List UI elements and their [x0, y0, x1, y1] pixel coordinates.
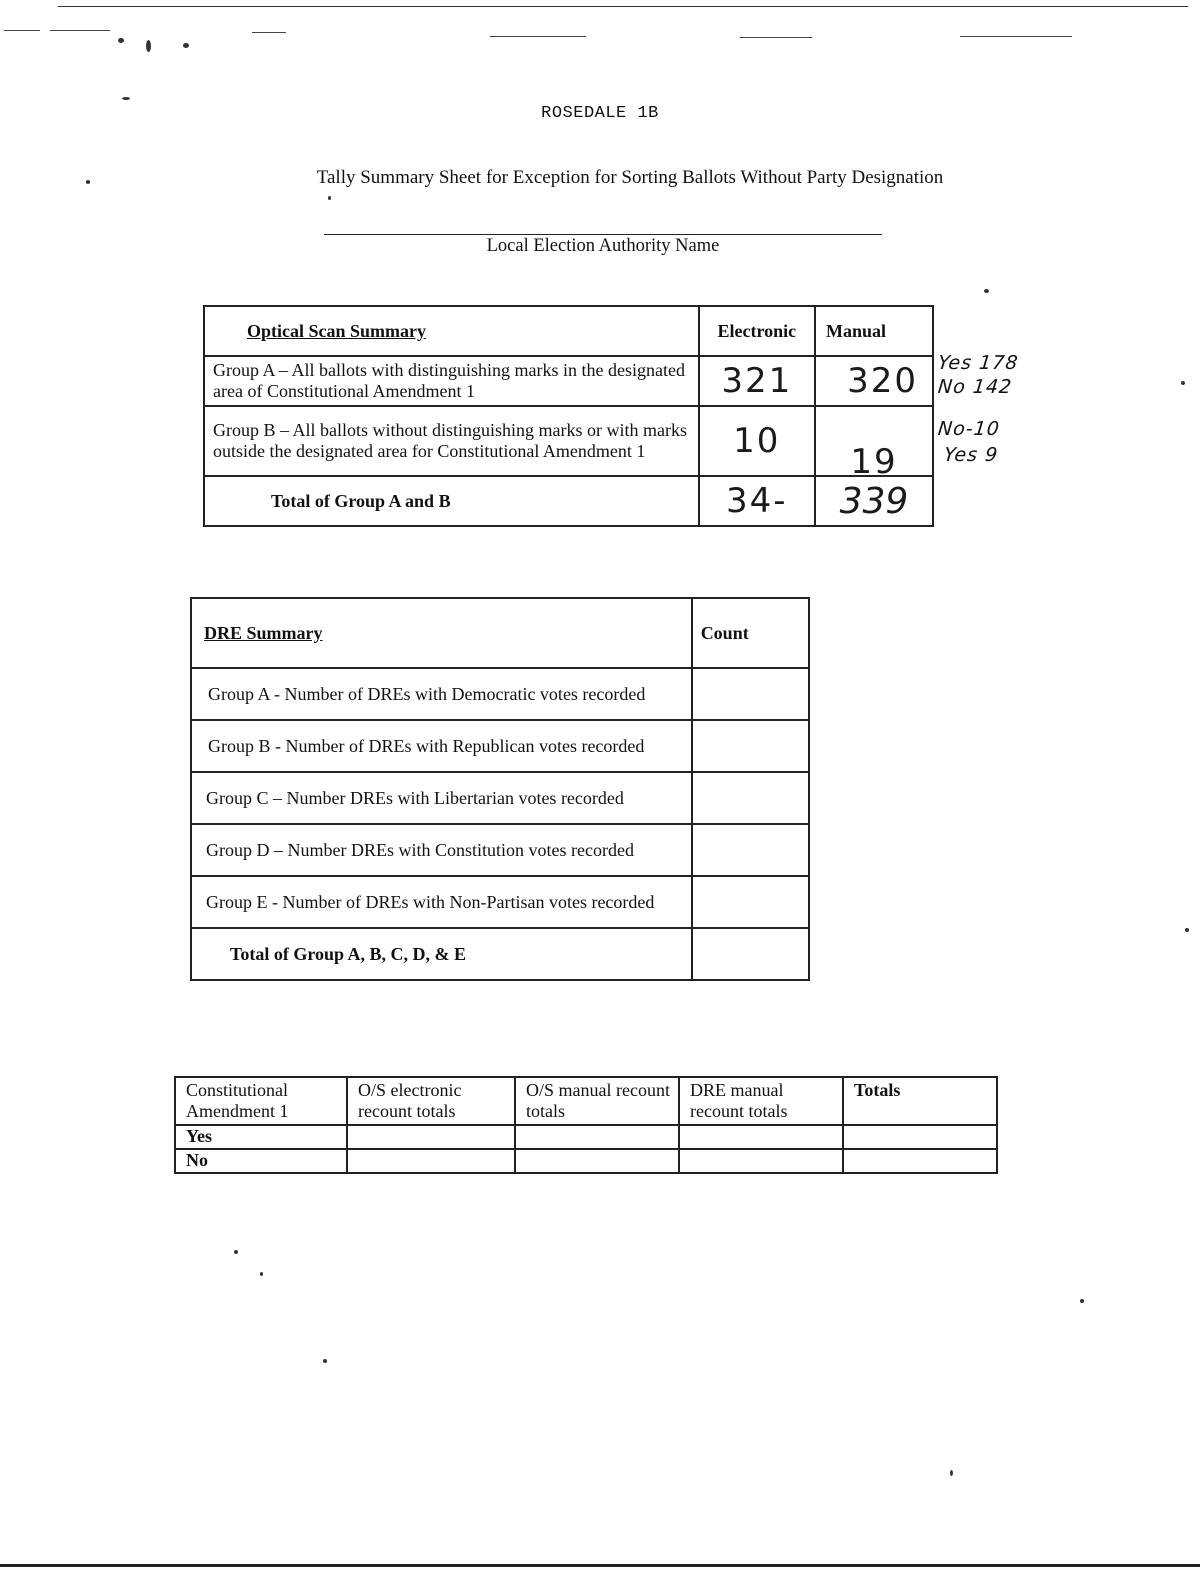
no-row-label: No — [175, 1149, 347, 1173]
no-dre-manual-cell — [679, 1149, 843, 1173]
yes-os-manual-cell — [515, 1125, 679, 1149]
table-row — [191, 772, 809, 824]
no-os-electronic-cell — [347, 1149, 515, 1173]
scan-artifact — [1080, 1299, 1084, 1303]
dre-group-e-label: Group E - Number of DREs with Non-Partisan votes recorded — [191, 876, 692, 928]
table-row — [191, 928, 809, 980]
yes-dre-manual-cell — [679, 1125, 843, 1149]
group-b-electronic-value: 10 — [699, 406, 815, 476]
margin-note-group-a-yes: Yes 178 — [936, 352, 1020, 374]
scan-artifact — [960, 36, 1072, 37]
optical-scan-heading — [204, 306, 699, 356]
dre-manual-column-header: DRE manual recount totals — [679, 1077, 843, 1125]
no-os-manual-cell — [515, 1149, 679, 1173]
authority-name-label: Local Election Authority Name — [486, 236, 720, 256]
scan-top-rule — [58, 6, 1188, 7]
scan-artifact — [1185, 928, 1189, 932]
dre-summary-heading-text: DRE Summary — [204, 622, 323, 643]
total-electronic-value: 34- — [699, 476, 815, 526]
table-header-row — [204, 306, 933, 356]
sheet-subtitle: Tally Summary Sheet for Exception for Sorting Ballots Without Party Designation — [316, 167, 944, 188]
authority-name-line — [324, 234, 882, 235]
scan-artifact — [146, 40, 151, 52]
dre-summary-table — [190, 597, 810, 981]
dre-group-b-count — [692, 720, 809, 772]
table-row — [175, 1125, 997, 1149]
precinct-title: ROSEDALE 1B — [541, 104, 659, 123]
optical-scan-summary-table — [203, 305, 934, 527]
margin-note-group-b-yes: Yes 9 — [942, 444, 1000, 466]
scan-artifact — [490, 36, 586, 37]
dre-group-c-label: Group C – Number DREs with Libertarian votes recorded — [191, 772, 692, 824]
margin-note-group-a-no: No 142 — [936, 376, 1014, 398]
count-column-header: Count — [692, 598, 809, 668]
scan-artifact — [234, 1250, 238, 1254]
scan-artifact — [4, 30, 40, 31]
scan-artifact — [260, 1272, 263, 1276]
scan-artifact — [50, 30, 110, 31]
yes-os-electronic-cell — [347, 1125, 515, 1149]
dre-group-b-label: Group B - Number of DREs with Republican votes recorded — [191, 720, 692, 772]
scan-artifact — [328, 196, 331, 200]
total-manual-value: 339 — [815, 476, 933, 526]
dre-group-e-count — [692, 876, 809, 928]
scan-artifact — [122, 97, 130, 100]
margin-note-group-b-no: No-10 — [936, 418, 1002, 440]
table-row — [191, 720, 809, 772]
group-a-label: Group A – All ballots with distinguishing marks in the designated area of Constitutional Amendment 1 — [204, 356, 699, 406]
scan-artifact — [1181, 381, 1185, 385]
scan-artifact — [740, 37, 812, 38]
table-row — [191, 668, 809, 720]
scan-artifact — [323, 1359, 327, 1363]
table-row — [204, 356, 933, 406]
amendment-column-header: Constitutional Amendment 1 — [175, 1077, 347, 1125]
electronic-column-header: Electronic — [699, 306, 815, 356]
dre-group-d-label: Group D – Number DREs with Constitution votes recorded — [191, 824, 692, 876]
amendment-recount-table — [174, 1076, 998, 1174]
os-electronic-column-header: O/S electronic recount totals — [347, 1077, 515, 1125]
scan-artifact — [950, 1470, 953, 1476]
scan-artifact — [252, 32, 286, 33]
dre-summary-heading — [191, 598, 692, 668]
manual-column-header: Manual — [815, 306, 933, 356]
dre-group-d-count — [692, 824, 809, 876]
scan-artifact — [86, 180, 90, 184]
table-row — [191, 876, 809, 928]
dre-total-count — [692, 928, 809, 980]
group-b-label: Group B – All ballots without distinguishing marks or with marks outside the designated area for Constitutional Amendment 1 — [204, 406, 699, 476]
dre-total-label: Total of Group A, B, C, D, & E — [191, 928, 692, 980]
optical-scan-heading-text: Optical Scan Summary — [247, 320, 427, 341]
group-a-manual-value: 320 — [815, 356, 933, 406]
yes-row-label: Yes — [175, 1125, 347, 1149]
total-a-b-label: Total of Group A and B — [204, 476, 699, 526]
no-totals-cell — [843, 1149, 997, 1173]
dre-group-c-count — [692, 772, 809, 824]
table-header-row — [191, 598, 809, 668]
scan-artifact — [118, 38, 124, 43]
scan-artifact — [984, 289, 989, 293]
scan-bottom-rule — [0, 1564, 1200, 1567]
group-a-electronic-value: 321 — [699, 356, 815, 406]
table-row — [204, 476, 933, 526]
scan-artifact — [183, 43, 189, 48]
table-header-row — [175, 1077, 997, 1125]
dre-group-a-count — [692, 668, 809, 720]
table-row — [204, 406, 933, 476]
os-manual-column-header: O/S manual recount totals — [515, 1077, 679, 1125]
table-row — [191, 824, 809, 876]
yes-totals-cell — [843, 1125, 997, 1149]
group-b-manual-value: 19 — [815, 406, 933, 476]
dre-group-a-label: Group A - Number of DREs with Democratic votes recorded — [191, 668, 692, 720]
totals-column-header: Totals — [843, 1077, 997, 1125]
table-row — [175, 1149, 997, 1173]
